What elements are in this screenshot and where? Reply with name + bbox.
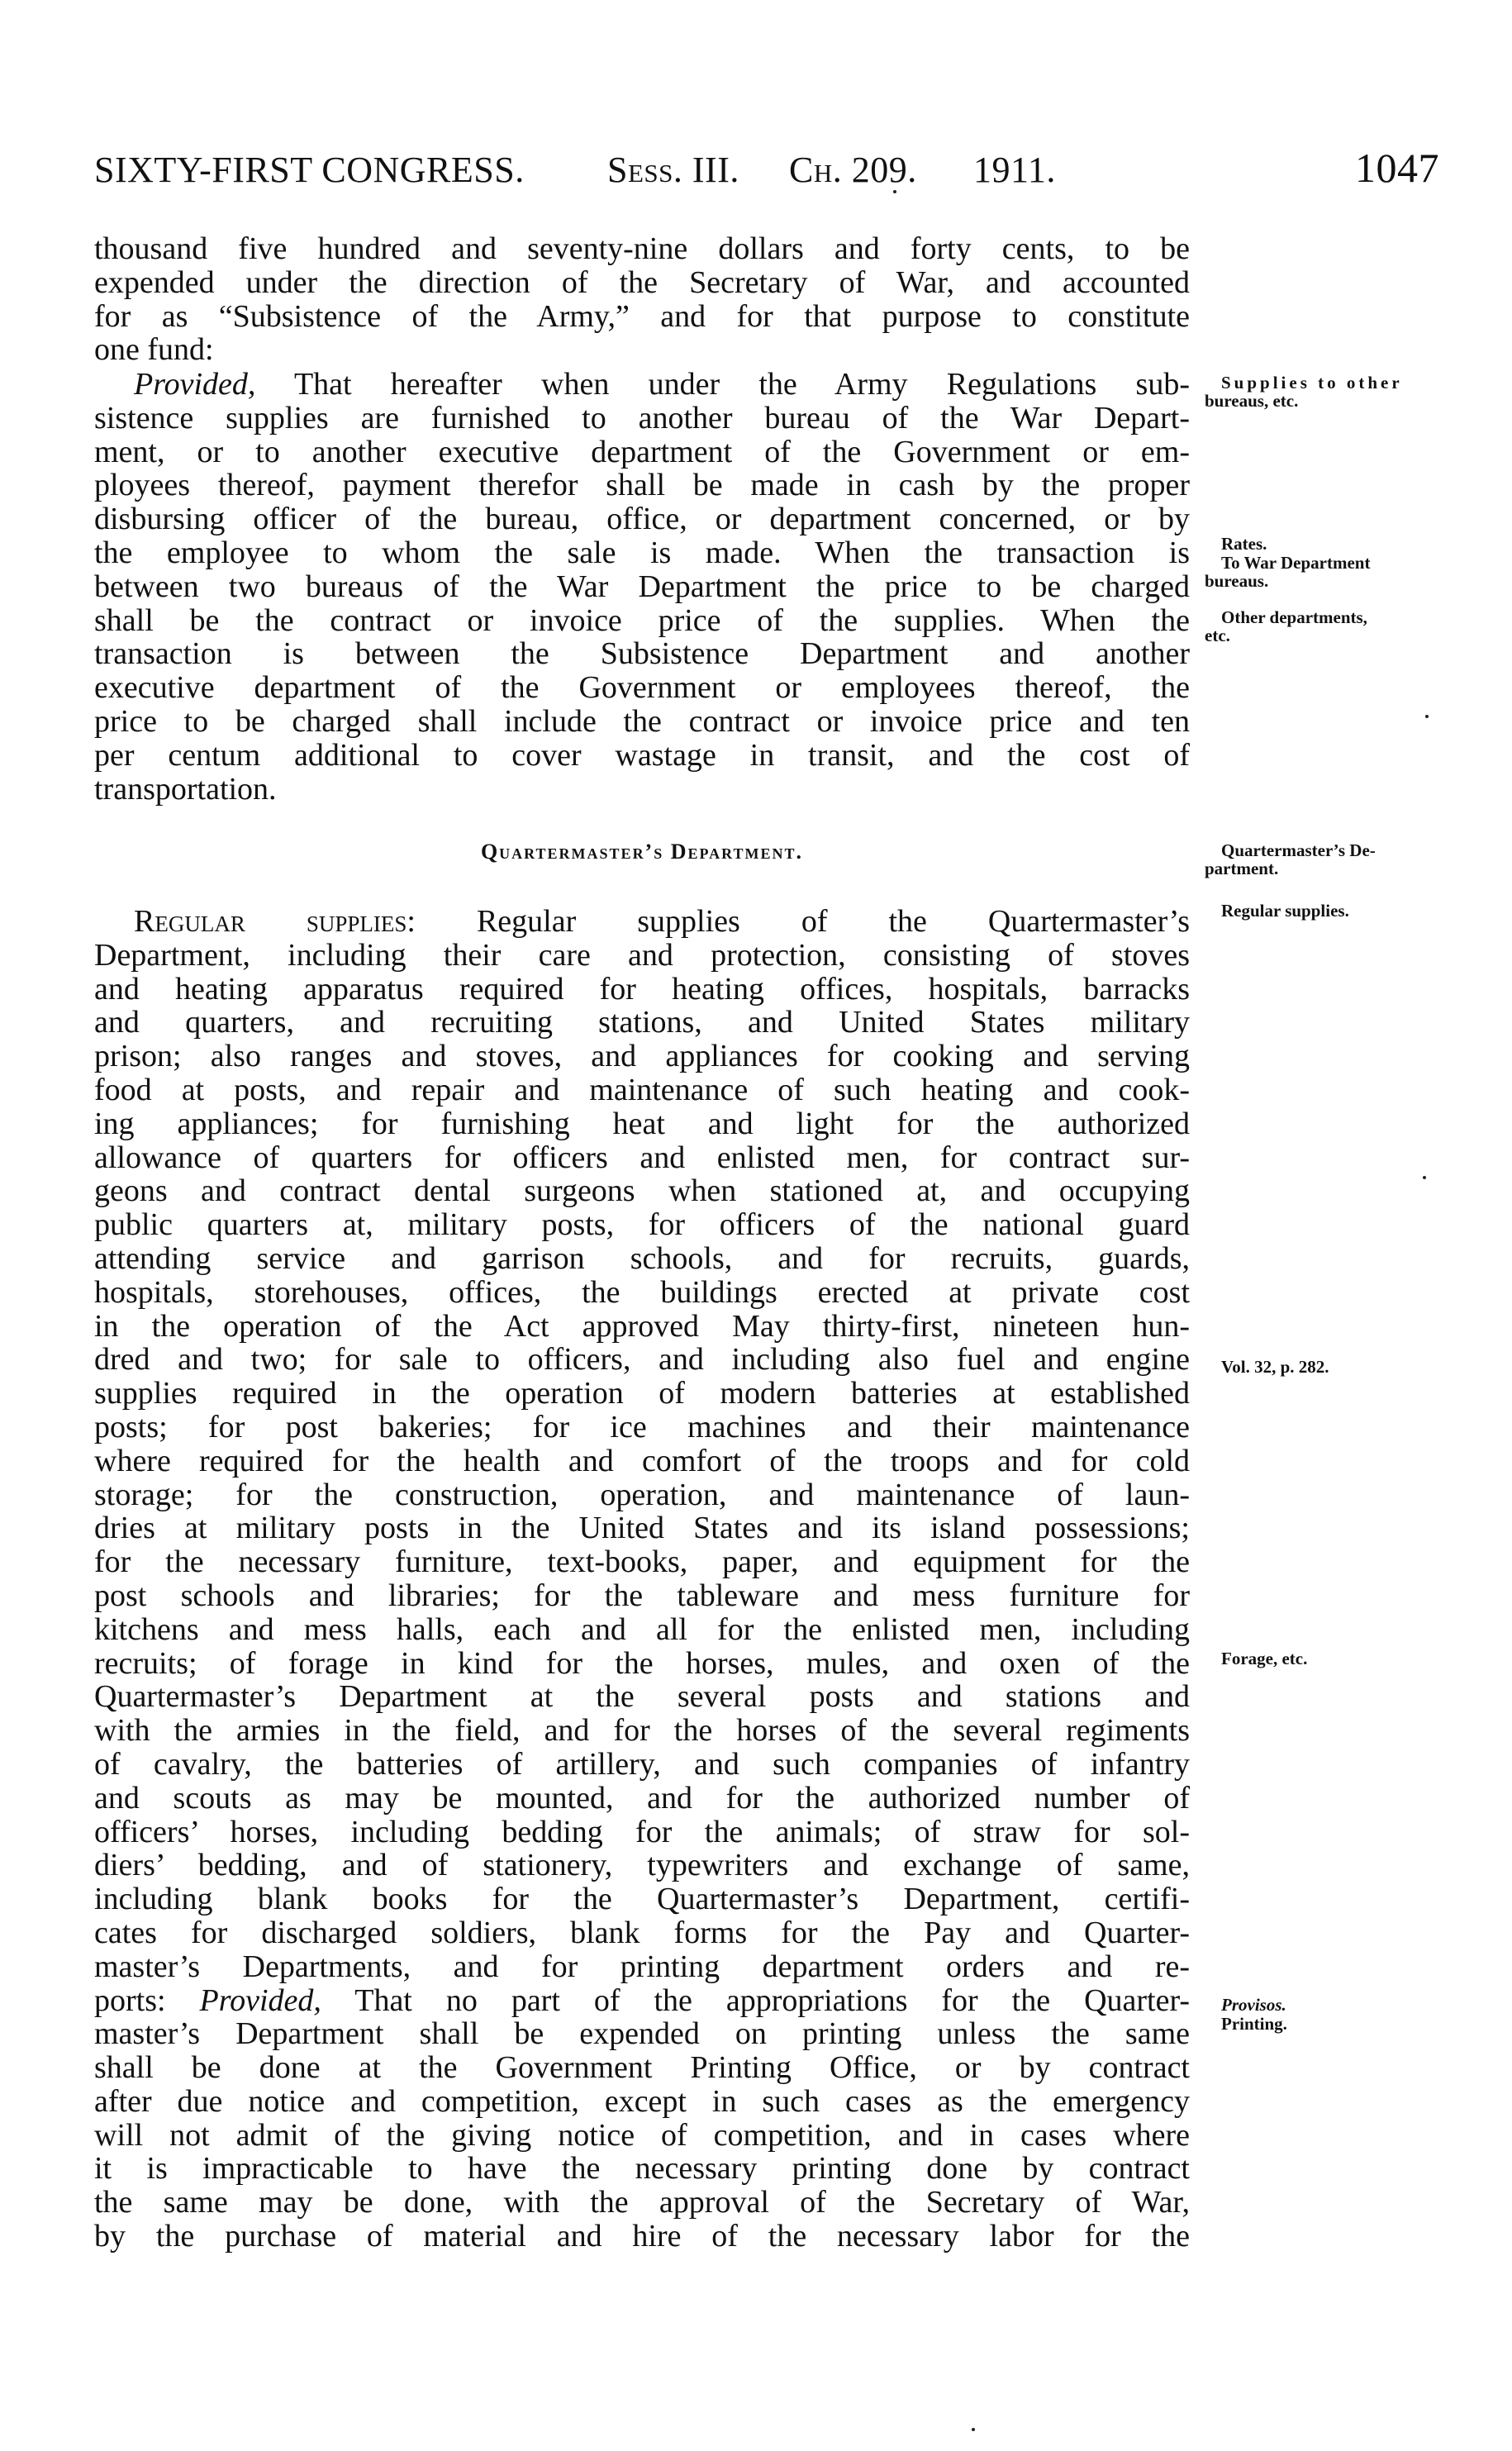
text-segment: and scouts as may be mounted, and for the authorized number of xyxy=(94,1780,1190,1816)
text-segment: with the armies in the field, and for the horses of the several regiments xyxy=(94,1713,1190,1749)
text-line xyxy=(94,939,1190,973)
margin-note-line: Forage, etc. xyxy=(1221,1649,1308,1668)
text-segment: Department, including their care and protection, consisting of stoves xyxy=(94,937,1190,973)
margin-note-line: Rates. xyxy=(1221,534,1267,554)
scan-speck xyxy=(1425,715,1429,718)
text-segment: and quarters, and recruiting stations, and United States military xyxy=(94,1005,1190,1040)
text-line xyxy=(94,2051,1190,2085)
margin-note xyxy=(1205,608,1436,645)
header-chapter: Ch. 209. xyxy=(789,150,917,190)
margin-note-line: bureaus, etc. xyxy=(1205,391,1299,411)
text-line xyxy=(94,1545,1190,1579)
text-line xyxy=(94,905,1190,939)
text-segment: dries at military posts in the United States and its island possessions; xyxy=(94,1511,1190,1546)
header-congress: SIXTY-FIRST CONGRESS. xyxy=(94,150,525,190)
text-segment: master’s Departments, and for printing department orders and re- xyxy=(94,1949,1190,1984)
text-line xyxy=(94,2220,1190,2253)
margin-note-line: Provisos. xyxy=(1221,1995,1286,2015)
text-segment: will not admit of the giving notice of competition, and in cases where xyxy=(94,2117,1190,2153)
text-segment: prison; also ranges and stoves, and appliances for cooking and serving xyxy=(94,1039,1190,1074)
text-line xyxy=(94,1680,1190,1714)
scan-speck xyxy=(972,2428,975,2431)
text-line xyxy=(94,1006,1190,1040)
margin-note-line: Other departments, xyxy=(1221,607,1367,627)
text-segment: expended under the direction of the Secretary of War, and accounted xyxy=(94,264,1190,300)
text-segment: Quartermaster’s Department at the several posts and stations and xyxy=(94,1679,1190,1715)
text-segment: cates for discharged soldiers, blank forms for the Pay and Quarter- xyxy=(94,1915,1190,1950)
small-caps-text: Regular supplies xyxy=(134,904,407,939)
text-line xyxy=(94,2152,1190,2186)
text-segment: disbursing officer of the bureau, office, or department concerned, or by xyxy=(94,502,1190,537)
margin-note xyxy=(1205,554,1436,590)
scan-speck xyxy=(893,190,896,193)
text-segment: transaction is between the Subsistence Department and another xyxy=(94,636,1190,672)
text-line xyxy=(94,435,1190,469)
text-line xyxy=(94,1916,1190,1950)
text-line xyxy=(94,739,1190,773)
text-segment: supplies required in the operation of modern batteries at established xyxy=(94,1376,1190,1411)
text-line xyxy=(94,333,1190,367)
text-segment: per centum additional to cover wastage in transit, and the cost of xyxy=(94,737,1190,773)
text-segment: dred and two; for sale to officers, and including also fuel and engine xyxy=(94,1342,1190,1378)
text-segment: the same may be done, with the approval of the Secretary of War, xyxy=(94,2185,1190,2220)
text-line xyxy=(94,973,1190,1007)
text-segment: the employee to whom the sale is made. When the transaction is xyxy=(94,535,1190,570)
text-line xyxy=(94,570,1190,604)
text-segment: of cavalry, the batteries of artillery, and such companies of infantry xyxy=(94,1746,1190,1782)
text-line xyxy=(94,1748,1190,1782)
text-line xyxy=(94,1411,1190,1444)
text-line xyxy=(94,1849,1190,1882)
paragraph-regular-supplies xyxy=(94,905,1190,2253)
margin-note-line: Regular supplies. xyxy=(1221,901,1349,921)
text-segment: transportation. xyxy=(94,771,277,807)
header-year: 1911. xyxy=(973,150,1056,190)
text-segment: posts; for post bakeries; for ice machines and their maintenance xyxy=(94,1409,1190,1444)
text-segment: shall be done at the Government Printing Office, or by contract xyxy=(94,2050,1190,2086)
text-segment: sistence supplies are furnished to another bureau of the War Depart- xyxy=(94,400,1190,435)
text-segment: in the operation of the Act approved May thirty-first, nineteen hun- xyxy=(94,1308,1190,1344)
margin-note xyxy=(1205,1996,1436,2014)
margin-note-line: etc. xyxy=(1205,626,1230,645)
italic-text: Provided, xyxy=(134,367,256,402)
text-line xyxy=(94,368,1190,402)
text-line xyxy=(94,469,1190,502)
margin-note-line: Printing. xyxy=(1221,2014,1287,2034)
margin-note xyxy=(1205,374,1436,410)
text-segment: ing appliances; for furnishing heat and light for the authorized xyxy=(94,1106,1190,1141)
text-segment: allowance of quarters for officers and enlisted men, for contract sur- xyxy=(94,1140,1190,1175)
text-segment: post schools and libraries; for the tableware and mess furniture for xyxy=(94,1578,1190,1613)
text-line xyxy=(94,1882,1190,1916)
text-line xyxy=(94,2085,1190,2119)
text-line xyxy=(94,1141,1190,1175)
text-segment: master’s Department shall be expended on printing unless the same xyxy=(94,2016,1190,2052)
text-segment: including blank books for the Quartermaster’s Department, certifi- xyxy=(94,1882,1190,1917)
text-line xyxy=(94,1174,1190,1208)
text-line xyxy=(94,1040,1190,1073)
text-segment: geons and contract dental surgeons when stationed at, and occupying xyxy=(94,1173,1190,1209)
text-segment: executive department of the Government or employees thereof, the xyxy=(94,670,1190,706)
margin-note xyxy=(1205,1649,1436,1668)
text-segment: That hereafter when under the Army Regulations sub- xyxy=(255,367,1190,402)
text-segment: ports: xyxy=(94,1982,200,2018)
text-line xyxy=(94,1377,1190,1411)
text-line xyxy=(94,1208,1190,1242)
text-line xyxy=(94,1276,1190,1310)
text-segment: attending service and garrison schools, and for recruits, guards, xyxy=(94,1240,1190,1276)
text-line xyxy=(94,2186,1190,2220)
scan-speck xyxy=(1423,1176,1426,1179)
text-line xyxy=(94,1478,1190,1512)
margin-note-line: Supplies to other xyxy=(1221,373,1403,393)
text-line xyxy=(94,1782,1190,1816)
text-line xyxy=(94,1242,1190,1276)
margin-note xyxy=(1205,841,1436,878)
paragraph-appropriation-end xyxy=(94,232,1190,367)
paragraph-provided-subsistence xyxy=(94,368,1190,806)
text-segment: for as “Subsistence of the Army,” and for that purpose to constitute xyxy=(94,298,1190,334)
section-heading: Quartermaster’s Department. xyxy=(480,840,804,864)
text-line xyxy=(94,1444,1190,1478)
text-segment: hospitals, storehouses, offices, the buildings erected at private cost xyxy=(94,1274,1190,1310)
text-line xyxy=(94,671,1190,705)
text-segment: : Regular supplies of the Quartermaster’s xyxy=(407,904,1190,939)
text-line xyxy=(94,536,1190,570)
text-segment: where required for the health and comfort of the troops and for cold xyxy=(94,1443,1190,1478)
text-segment: thousand five hundred and seventy-nine dollars and forty cents, to be xyxy=(94,231,1190,266)
margin-note xyxy=(1205,535,1436,553)
text-line xyxy=(94,1816,1190,1849)
text-line xyxy=(94,1613,1190,1647)
text-segment: after due notice and competition, except in such cases as the emergency xyxy=(94,2083,1190,2119)
text-segment: shall be the contract or invoice price of the supplies. When the xyxy=(94,602,1190,638)
text-segment: That no part of the appropriations for the Quarter- xyxy=(321,1982,1191,2018)
text-line xyxy=(94,1714,1190,1748)
italic-text: Provided, xyxy=(199,1982,321,2018)
text-line xyxy=(94,637,1190,671)
text-line xyxy=(94,1579,1190,1613)
text-segment: ment, or to another executive department of the Government or em- xyxy=(94,434,1190,469)
text-line xyxy=(94,1107,1190,1141)
text-line xyxy=(94,604,1190,638)
margin-note xyxy=(1205,2015,1436,2033)
margin-note-line: To War Department xyxy=(1221,553,1371,573)
text-segment: for the necessary furniture, text-books, paper, and equipment for the xyxy=(94,1544,1190,1580)
text-segment: officers’ horses, including bedding for the animals; of straw for sol- xyxy=(94,1814,1190,1849)
page-number: 1047 xyxy=(1355,145,1439,191)
text-segment: and heating apparatus required for heating offices, hospitals, barracks xyxy=(94,971,1190,1007)
margin-note xyxy=(1205,902,1436,920)
text-segment: kitchens and mess halls, each and all for the enlisted men, including xyxy=(94,1611,1190,1647)
text-segment: ployees thereof, payment therefor shall be made in cash by the proper xyxy=(94,468,1190,503)
text-segment: price to be charged shall include the contract or invoice price and ten xyxy=(94,703,1190,739)
text-line xyxy=(94,1343,1190,1377)
margin-note-line: bureaus. xyxy=(1205,571,1269,591)
text-segment: diers’ bedding, and of stationery, typewriters and exchange of same, xyxy=(94,1848,1190,1883)
text-line xyxy=(94,1647,1190,1681)
text-segment: between two bureaus of the War Department the price to be charged xyxy=(94,569,1190,604)
margin-note xyxy=(1205,1358,1436,1376)
text-line xyxy=(94,266,1190,300)
margin-note-line: partment. xyxy=(1205,859,1279,878)
text-segment: one fund: xyxy=(94,332,214,368)
text-line xyxy=(94,773,1190,807)
text-line xyxy=(94,1511,1190,1545)
text-segment: storage; for the construction, operation, and maintenance of laun- xyxy=(94,1477,1190,1512)
text-line xyxy=(94,1950,1190,1984)
margin-note-line: Quartermaster’s De- xyxy=(1221,840,1376,860)
text-segment: food at posts, and repair and maintenance of such heating and cook- xyxy=(94,1072,1190,1107)
text-line xyxy=(94,502,1190,536)
text-line xyxy=(94,402,1190,435)
text-line xyxy=(94,2017,1190,2051)
text-line xyxy=(94,1984,1190,2018)
text-line xyxy=(94,1310,1190,1344)
text-line xyxy=(94,300,1190,334)
text-line xyxy=(94,1073,1190,1107)
text-segment: it is impracticable to have the necessary printing done by contract xyxy=(94,2151,1190,2187)
text-segment: public quarters at, military posts, for officers of the national guard xyxy=(94,1207,1190,1243)
text-line xyxy=(94,232,1190,266)
margin-note-line: Vol. 32, p. 282. xyxy=(1221,1357,1329,1377)
text-segment: by the purchase of material and hire of the necessary labor for the xyxy=(94,2219,1190,2254)
text-segment: recruits; of forage in kind for the horses, mules, and oxen of the xyxy=(94,1645,1190,1681)
text-line xyxy=(94,705,1190,739)
text-line xyxy=(94,2119,1190,2153)
header-session: Sess. III. xyxy=(607,150,739,190)
